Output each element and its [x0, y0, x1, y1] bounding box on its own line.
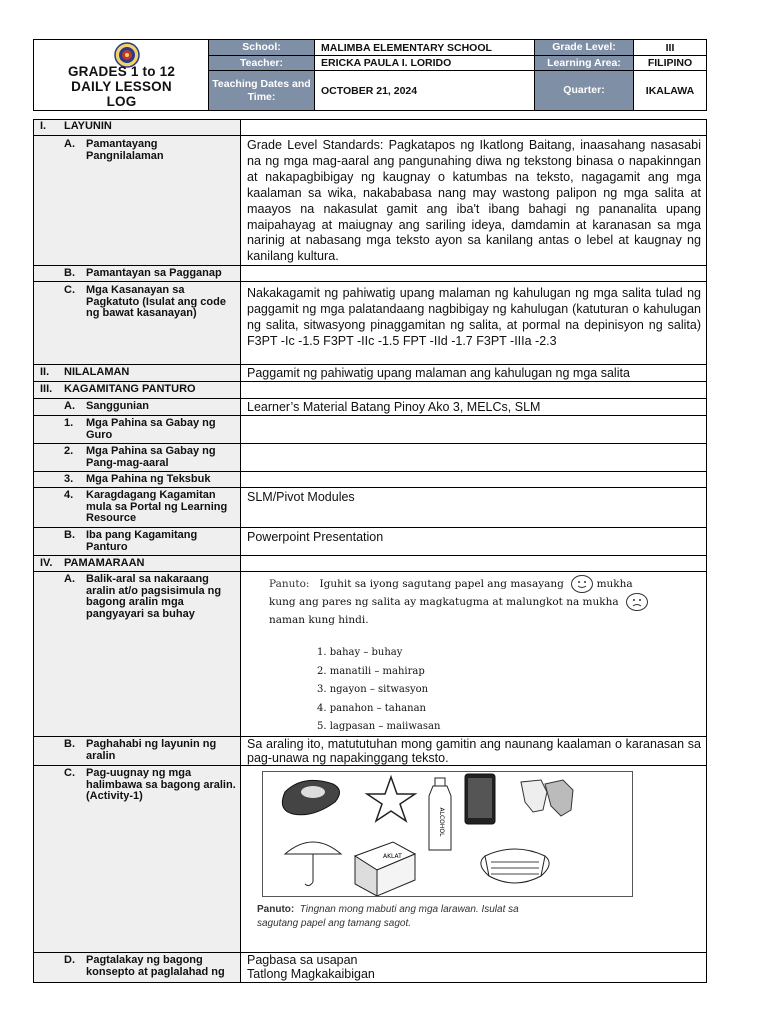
eye-mask-icon — [282, 781, 339, 815]
instructions-line: Tingnan mong mabuti ang mga larawan. Isulat sa — [299, 904, 519, 916]
word-pair-item: 2. manatili – mahirap — [317, 665, 425, 677]
section-row-nilalaman — [34, 365, 707, 382]
item-letter: A. — [64, 573, 75, 586]
additional-materials-content: SLM/Pivot Modules — [241, 488, 707, 528]
header-title-box — [34, 40, 209, 110]
section-row-pamamaraan — [34, 556, 707, 572]
learning-area-value: FILIPINO — [634, 56, 706, 71]
item-label: Iba pang Kagamitang Panturo — [86, 529, 198, 553]
umbrella-icon — [285, 842, 341, 886]
item-letter: A. — [64, 400, 75, 413]
row-mga-kasanayan — [34, 282, 707, 365]
school-label: School: — [209, 40, 315, 56]
item-label: Pamantayang Pangnilalaman — [86, 138, 164, 162]
row-teksbuk — [34, 472, 707, 488]
picture-instructions — [257, 903, 519, 931]
instructions-label: Panuto: — [269, 578, 310, 591]
star-icon — [367, 777, 415, 821]
row-sanggunian — [34, 399, 707, 416]
section-label: LAYUNIN — [64, 120, 112, 132]
cellphone-icon — [465, 774, 495, 824]
item-letter: C. — [64, 767, 75, 780]
section-number: IV. — [40, 557, 53, 570]
row-balik-aral — [34, 572, 707, 737]
review-instructions — [269, 575, 648, 629]
teaching-dates-value: OCTOBER 21, 2024 — [315, 71, 535, 110]
teaching-dates-label: Teaching Dates and Time: — [209, 71, 315, 110]
quarter-label: Quarter: — [535, 71, 634, 110]
item-label: Paghahabi ng layunin ng aralin — [86, 738, 217, 762]
row-pamantayan-sa-pagganap — [34, 266, 707, 282]
competencies-content: Nakakagamit ng pahiwatig upang malaman ng kahulugan ng mga salita tulad ng paggamit ng mga palatandaang nagbibigay ng kahulugan (katuturan o kahulugan ng salita, sitwasyong pinaggamitan ng salita, at pormal na depinisyon ng salita) F3PT -Ic -1.5 F3PT -IIc -1.5 FPT -IId -1.7 F3PT -IIIa -2.3 — [241, 282, 707, 365]
instructions-line: sagutang papel ang tamang sagot. — [257, 918, 412, 930]
instructions-line: naman kung hindi. — [269, 614, 369, 627]
instructions-line: kung ang pares ng salita ay magkatugma at malungkot na mukha — [269, 596, 619, 609]
item-number: 4. — [64, 489, 74, 502]
picture-activity — [241, 766, 707, 953]
teacher-label: Teacher: — [209, 56, 315, 71]
item-label: Mga Pahina sa Gabay ng Pang-mag-aaral — [86, 445, 216, 469]
item-label: Pag-uugnay ng mga halimbawa sa bagong aralin. (Activity-1) — [86, 767, 236, 803]
title-line: LOG — [106, 94, 137, 109]
row-pag-uugnay — [34, 766, 707, 953]
teacher-guide-pages — [241, 416, 707, 444]
instructions-line: Iguhit sa iyong sagutang papel ang masayang — [319, 578, 564, 591]
item-label: Balik-aral sa nakaraang aralin at/o pagsisimula ng bagong aralin mga pangyayari sa buhay — [86, 573, 222, 620]
procedure-content — [241, 556, 707, 572]
row-paghahabi — [34, 737, 707, 766]
item-label: Mga Pahina ng Teksbuk — [86, 473, 211, 486]
header-info-grid — [209, 40, 706, 110]
word-pair-item: 3. ngayon – sitwasyon — [317, 684, 429, 696]
learning-area-label: Learning Area: — [535, 56, 634, 71]
word-pair-item: 1. bahay – buhay — [317, 647, 403, 659]
section-row-layunin — [34, 120, 707, 136]
section-label: KAGAMITANG PANTURO — [64, 383, 196, 396]
word-pair-item: 4. panahon – tahanan — [317, 702, 426, 714]
lesson-log-header — [33, 39, 707, 111]
item-label: Karagdagang Kagamitan mula sa Portal ng Learning Resource — [86, 489, 228, 525]
quarter-value: IKALAWA — [645, 84, 695, 97]
item-letter: C. — [64, 284, 75, 297]
other-materials-content: Powerpoint Presentation — [241, 528, 707, 556]
instructions-label: Panuto: — [257, 904, 295, 916]
bottle-label: ALCOHOL — [438, 807, 445, 837]
school-value: MALIMBA ELEMENTARY SCHOOL — [315, 40, 535, 56]
section-number: I. — [40, 120, 47, 132]
gloves-icon — [521, 780, 573, 816]
title-line: GRADES 1 to 12 — [67, 64, 176, 79]
pictures-illustration — [263, 772, 632, 896]
lesson-plan-table — [33, 119, 707, 983]
alcohol-bottle-icon — [429, 778, 451, 850]
content-topic: Paggamit ng pahiwatig upang malaman ang kahulugan ng mga salita — [241, 365, 707, 382]
item-label: Mga Pahina sa Gabay ng Guro — [86, 417, 216, 441]
row-pagtalakay — [34, 953, 707, 983]
page-title — [34, 64, 209, 109]
picture-panel — [262, 771, 633, 897]
item-number: 1. — [64, 417, 74, 430]
textbook-pages — [241, 472, 707, 488]
sad-face-icon — [626, 593, 648, 611]
item-label: Pamantayan sa Pagganap — [86, 267, 222, 280]
objective-content: Sa araling ito, matututuhan mong gamitin ang naunang kaalaman o karanasan sa pag-unawa ng napakinggang teksto. — [241, 737, 707, 766]
section-label: PAMAMARAAN — [64, 557, 145, 570]
row-gabay-guro — [34, 416, 707, 444]
section-row-kagamitan — [34, 382, 707, 399]
book-icon — [355, 842, 415, 896]
book-title: AKLAT — [383, 853, 402, 861]
item-letter: D. — [64, 954, 75, 967]
grade-level-value: III — [634, 40, 706, 56]
learner-guide-pages — [241, 444, 707, 472]
review-activity — [241, 572, 707, 737]
row-karagdagang-kagamitan — [34, 488, 707, 528]
item-letter: B. — [64, 267, 75, 280]
teacher-value: ERICKA PAULA I. LORIDO — [315, 56, 535, 71]
instructions-line-end: mukha — [596, 578, 633, 591]
discussion-content — [241, 953, 707, 983]
happy-face-icon — [571, 575, 593, 593]
item-number: 2. — [64, 445, 74, 458]
title-line: DAILY LESSON — [71, 79, 172, 94]
item-label: Pagtalakay ng bagong konsepto at paglalahad ng — [86, 954, 225, 978]
materials-content — [241, 382, 707, 399]
item-label: Sanggunian — [86, 400, 149, 413]
word-pair-item: 5. lagpasan – maiiwasan — [317, 721, 441, 733]
item-number: 3. — [64, 473, 74, 486]
item-letter: B. — [64, 529, 75, 542]
section-number: III. — [40, 383, 53, 396]
references-content: Learner’s Material Batang Pinoy Ako 3, MELCs, SLM — [241, 399, 707, 416]
section-number: II. — [40, 366, 50, 379]
discussion-line: Tatlong Magkakaibigan — [247, 967, 375, 982]
row-iba-pang-kagamitan — [34, 528, 707, 556]
word-pair-list — [317, 644, 440, 737]
standards-content: Grade Level Standards: Pagkatapos ng Ikatlong Baitang, inaasahang nasasabi na ng mga mag-aaral ang pangunahing diwa ng tekstong binasa o napakinngan at nakapagbibigay ng kaugnay o katumbas na teksto, nagagamit ang mga kaalaman sa wika, nakababasa nang may wastong palipon ng mga salita at maayos na nakasulat gamit ang iba't ibang bahagi ng pananalita upang maipahayag at maiugnay ang sariling ideya, damdamin at karanasan sa mga narinig at nabasang mga teksto ayon sa kanilang antas o lebel at kaugnay ng kanilang kultura. — [241, 136, 707, 266]
row-gabay-mag-aaral — [34, 444, 707, 472]
face-mask-icon — [481, 849, 549, 883]
discussion-line: Pagbasa sa usapan — [247, 953, 358, 968]
section-label: NILALAMAN — [64, 366, 130, 379]
item-letter: A. — [64, 138, 75, 150]
performance-standard-content — [241, 266, 707, 282]
grade-level-label: Grade Level: — [535, 40, 634, 56]
item-letter: B. — [64, 738, 75, 751]
item-label: Mga Kasanayan sa Pagkatuto (Isulat ang code ng bawat kasanayan) — [86, 284, 226, 320]
row-pamantayang-pangnilalaman — [34, 136, 707, 266]
